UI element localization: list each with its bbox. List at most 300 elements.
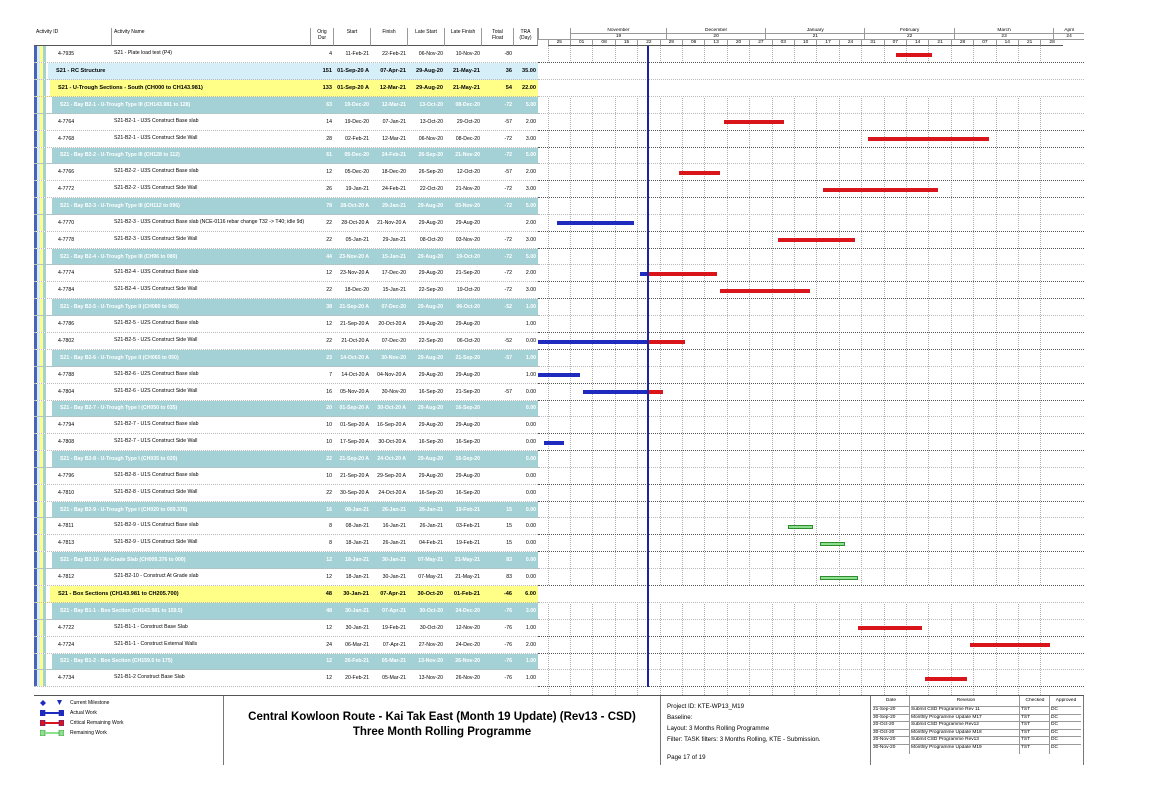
cell-lf: 29-Oct-20 [456,118,480,125]
week-header: 07 [973,40,995,46]
remain-bar[interactable] [820,576,858,580]
activity-row[interactable] [34,569,538,586]
cell-lf: 12-Oct-20 [456,169,480,176]
cell-lf: 16-Sep-20 [455,489,480,496]
critical-bar[interactable] [925,677,967,681]
critical-bar[interactable] [823,188,938,192]
cell-finish: 07-Dec-20 [381,338,406,344]
cell-dur: 23 [326,354,332,361]
cell-lf: 29-Aug-20 [455,321,480,327]
cell-finish: 20-Oct-20 A [378,321,406,327]
cell-lf: 21-Sep-20 [455,388,480,395]
cell-tra: 5.00 [525,101,536,108]
cell-start: 05-Nov-20 A [340,388,369,395]
cell-lf: 29-Aug-20 [455,219,480,226]
gantt-row [538,603,1084,620]
cell-ls: 26-Sep-20 [418,152,443,159]
activity-row[interactable] [34,468,538,485]
cell-tf: 54 [505,85,512,91]
cell-tf: -57 [504,388,512,395]
critical-legend-icon [40,720,64,726]
activity-row[interactable] [34,637,538,654]
cell-id: 4-7788 [58,371,75,378]
cell-id: 4-7722 [58,624,75,631]
cell-dur: 38 [326,304,332,311]
cell-ls: 29-Aug-20 [415,68,443,74]
week-header: 20 [727,40,749,46]
cell-name: S21-B2-8 - U1S Construct Base slab [114,471,199,478]
cell-name: S21-B2-7 - U1S Construct Base slab [114,421,199,428]
legend-item [40,700,109,706]
cell-start: 28-Oct-20 A [340,202,369,209]
wbs-band-row[interactable] [34,249,538,266]
cell-tra: 0.00 [525,540,536,547]
wbs-band-row[interactable] [34,80,538,97]
cell-start: 30-Sep-20 A [340,489,369,496]
cell-id: 4-7724 [58,641,75,648]
critical-bar[interactable] [647,340,685,344]
activity-row[interactable] [34,282,538,299]
critical-bar[interactable] [647,390,663,394]
activity-row[interactable] [34,131,538,148]
cell-lf: 03-Nov-20 [455,202,480,209]
month-header: April [1053,28,1084,34]
cell-lf: 19-Feb-21 [456,540,480,547]
project-id: Project ID: KTE-WP13_M19 [667,703,745,710]
critical-bar[interactable] [778,238,855,242]
wbs-indent-strip [34,485,52,501]
activity-row[interactable] [34,367,538,384]
activity-row[interactable] [34,417,538,434]
cell-lf: 21-Nov-20 [455,186,480,193]
milestone-legend-icon [40,700,64,706]
cell-ls: 27-Nov-20 [418,641,443,648]
cell-start: 19-Dec-20 [344,118,369,125]
actual-bar[interactable] [538,340,647,344]
baseline-label: Baseline: [667,714,693,721]
activity-row[interactable] [34,215,538,232]
gantt-row [538,434,1084,451]
gantt-row [538,299,1084,316]
cell-finish: 15-Jan-21 [382,253,406,260]
activity-row[interactable] [34,181,538,198]
cell-start: 18-Jan-21 [345,574,369,580]
cell-tf: -72 [504,202,512,209]
week-header: 10 [794,40,816,46]
cell-start: 17-Sep-20 A [340,439,369,446]
cell-tf: -76 [504,641,512,648]
cell-tf: 36 [505,68,512,74]
cell-tf [482,451,514,467]
activity-row[interactable] [34,670,538,687]
cell-dur: 8 [329,523,332,530]
activity-row[interactable] [34,316,538,333]
week-header: 15 [615,40,637,46]
cell-tra: 0.00 [525,455,536,462]
actual-bar[interactable] [583,390,647,394]
cell-tf: 83 [506,574,512,580]
cell-tf: -57 [504,118,512,125]
gantt-row [538,181,1084,198]
cell-name: S21-B2-3 - U3S Construct Side Wall [114,235,198,242]
cell-tf: -52 [504,304,512,311]
revision-column-divider [909,696,910,754]
cell-start: 08-Jan-21 [345,523,369,530]
wbs-band-row[interactable] [34,198,538,215]
wbs-band-row[interactable] [34,148,538,165]
cell-ls: 29-Aug-20 [417,455,443,462]
wbs-band-row[interactable] [34,451,538,468]
cell-name: S21 - Bay B2-9 - U-Trough Type I (CH020 to 009.376) [60,506,188,513]
actual-legend-icon [40,710,64,716]
cell-lf: 21-May-21 [452,68,480,74]
cell-tra: 0.00 [525,439,536,446]
activity-row[interactable] [34,535,538,552]
cell-tf: -72 [504,135,512,142]
wbs-band-row[interactable] [34,654,538,671]
wbs-band-row[interactable] [34,552,538,569]
critical-bar[interactable] [970,643,1050,647]
cell-start: 21-Sep-20 A [339,304,369,311]
gantt-row [538,131,1084,148]
critical-bar[interactable] [720,289,810,293]
cell-tf [482,215,514,231]
cell-ls: 16-Sep-20 [418,388,443,395]
activity-row[interactable] [34,384,538,401]
cell-name: S21 - Bay B2-4 - U-Trough Type III (CH96 to 080) [60,253,178,260]
cell-start: 01-Sep-20 A [339,405,369,412]
legend-label: Actual Work [70,710,97,716]
cell-tf [482,401,514,417]
remain-bar[interactable] [788,525,814,529]
wbs-indent-strip [34,586,50,602]
gantt-row [538,401,1084,418]
cell-name: S21-B2-8 - U1S Construct Side Wall [114,488,198,495]
cell-ls: 29-Aug-20 [418,472,443,479]
cell-name: S21-B2-2 - U3S Construct Side Wall [114,185,198,192]
gantt-row [538,164,1084,181]
month-number-header: 21 [765,34,864,40]
cell-dur: 4 [329,51,332,57]
month-number-header: 24 [1053,34,1084,40]
revision-cell: Monthly Programme Update M18 [911,729,1021,735]
activity-row[interactable] [34,46,538,63]
critical-bar[interactable] [868,137,990,141]
cell-finish: 12-Mar-21 [381,101,406,108]
cell-name: S21-B2-9 - U1S Construct Side Wall [114,539,198,546]
gantt-row [538,80,1084,97]
week-header: 14 [996,40,1018,46]
cell-dur: 12 [326,574,332,580]
cell-lf: 16-Sep-20 [455,439,480,446]
gantt-row [538,198,1084,215]
gantt-row [538,350,1084,367]
cell-dur: 133 [322,85,332,91]
critical-bar[interactable] [647,272,717,276]
revision-cell: 30-Nov-20 [873,744,909,750]
cell-name: S21 - Bay B2-6 - U-Trough Type II (CH065 to 050) [60,354,179,361]
cell-finish: 29-Jan-21 [382,236,406,243]
cell-name: S21-B2-5 - U2S Construct Base slab [114,320,199,327]
month-header: February [864,28,954,34]
col-header-orig-dur[interactable]: Orig Dur [311,28,334,46]
cell-tf [482,367,514,383]
wbs-indent-strip [34,350,52,366]
cell-id: 4-7768 [58,135,75,142]
cell-id: 4-7774 [58,270,75,277]
cell-tra: 0.00 [525,422,536,429]
gantt-row [538,417,1084,434]
col-header-total-float-line2: Float [491,35,504,41]
gantt-row [538,384,1084,401]
page-number: Page 17 of 19 [667,754,706,761]
wbs-band-row[interactable] [34,586,538,603]
legend-item [40,720,124,726]
month-number-header: 22 [864,34,954,40]
cell-tra: 1.00 [525,304,536,311]
cell-tf [482,316,514,332]
cell-tra: 3.00 [525,607,536,614]
cell-start: 01-Sep-20 A [337,68,369,74]
cell-finish: 30-Jan-21 [382,557,406,564]
wbs-band-row[interactable] [34,350,538,367]
actual-bar[interactable] [557,221,634,225]
gantt-row [538,282,1084,299]
wbs-indent-strip [34,131,52,147]
col-header-tra[interactable] [514,28,538,46]
cell-dur: 10 [326,422,332,429]
col-header-start[interactable]: Start [334,28,371,46]
cell-name: S21-B2-5 - U2S Construct Side Wall [114,337,198,344]
actual-bar[interactable] [538,373,580,377]
col-header-finish[interactable]: Finish [371,28,408,46]
activity-row[interactable] [34,232,538,249]
cell-ls: 29-Aug-20 [418,371,443,378]
cell-finish: 24-Feb-21 [382,186,406,193]
cell-lf: 21-May-21 [454,557,480,564]
critical-bar[interactable] [858,626,922,630]
cell-tra: 1.00 [525,354,536,361]
wbs-indent-strip [34,265,52,281]
wbs-indent-strip [34,80,50,96]
cell-finish: 24-Oct-20 A [378,489,406,496]
month-number-header: 20 [666,34,765,40]
cell-finish: 16-Jan-21 [382,523,406,530]
col-header-activity-name[interactable]: Activity Name [112,28,311,46]
gantt-row [538,46,1084,63]
cell-id: 4-7810 [58,489,75,496]
cell-finish: 07-Apr-21 [380,68,406,74]
cell-tf: -72 [504,270,512,277]
week-header: 28 [1040,40,1062,46]
revision-cell: DC [1051,706,1081,712]
cell-start: 20-Feb-21 [344,658,369,665]
month-header: November [570,28,666,34]
cell-tra: 2.00 [525,169,536,176]
activity-row[interactable] [34,485,538,502]
legend-item [40,730,107,736]
cell-tra: 0.00 [525,489,536,496]
report-subtitle: Three Month Rolling Programme [352,726,532,738]
col-header-total-float[interactable] [482,28,514,46]
wbs-indent-strip [34,198,52,214]
cell-start: 23-Nov-20 A [340,270,369,277]
wbs-band-row[interactable] [34,97,538,114]
cell-lf: 16-Sep-20 [455,455,480,462]
cell-tf: -57 [504,169,512,176]
critical-bar[interactable] [724,120,785,124]
cell-name: S21-B2-10 - Construct At Grade slab [114,573,199,580]
revision-cell: 21-Sep-20 [873,706,909,712]
cell-finish: 07-Dec-20 [381,304,406,311]
cell-tra: 5.00 [525,152,536,159]
cell-start: 11-Feb-21 [345,51,369,57]
wbs-indent-strip [34,316,52,332]
cell-finish: 24-Oct-20 A [377,455,406,462]
remain-bar[interactable] [820,542,846,546]
cell-dur: 22 [326,236,332,243]
cell-tf: -76 [504,675,512,682]
revision-cell: Submit CSD Programme Rev13 [911,736,1021,742]
critical-bar[interactable] [679,171,721,175]
gantt-row [538,502,1084,519]
cell-finish: 18-Dec-20 [381,169,406,176]
cell-ls: 29-Aug-20 [415,85,443,91]
cell-name: S21 - Bay B1-2 - Box Section (CH159.5 to 175) [60,658,173,665]
cell-name: S21-B2-7 - U1S Construct Side Wall [114,438,198,445]
cell-tf: -72 [504,186,512,193]
cell-tra: 1.00 [525,675,536,682]
cell-ls: 13-Nov-20 [418,675,443,682]
wbs-band-row[interactable] [34,502,538,519]
activity-row[interactable] [34,518,538,535]
gantt-row [538,485,1084,502]
cell-start: 05-Jan-21 [345,236,369,243]
month-header: January [765,28,864,34]
cell-ls: 22-Sep-20 [418,287,443,294]
legend-label: Current Milestone [70,700,110,706]
gantt-row [538,670,1084,687]
activity-row[interactable] [34,333,538,350]
revision-cell: Monthly Programme Update M19 [911,744,1021,750]
cell-tf [482,417,514,433]
col-header-late-start[interactable]: Late Start [408,28,445,46]
cell-finish: 12-Mar-21 [382,135,406,142]
cell-lf: 26-Nov-20 [455,675,480,682]
legend [34,696,224,765]
wbs-indent-strip [34,367,52,383]
wbs-band-row[interactable] [34,401,538,418]
cell-ls: 29-Aug-20 [417,405,443,412]
gantt-row [538,148,1084,165]
revision-header: Checked [1025,698,1045,703]
cell-start: 19-Dec-20 [344,101,369,108]
cell-dur: 22 [326,287,332,294]
revision-table [871,696,1084,765]
cell-name: S21 - U-Trough Sections - South (CH000 to CH143.981) [58,85,203,91]
cell-id: 4-7784 [58,287,75,294]
cell-start: 30-Jan-21 [345,607,369,614]
month-number-header: 19 [570,34,666,40]
actual-bar[interactable] [544,441,563,445]
cell-start: 30-Jan-21 [345,624,369,631]
cell-id: 4-7808 [58,439,75,446]
wbs-band-row[interactable] [34,603,538,620]
cell-name: S21 - Bay B2-5 - U-Trough Type II (CH080 to 065) [60,304,179,311]
cell-lf: 06-Oct-20 [456,338,480,344]
cell-dur: 20 [326,405,332,412]
cell-lf: 06-Oct-20 [456,304,480,311]
cell-finish: 30-Oct-20 A [378,439,406,446]
cell-dur: 12 [326,169,332,176]
critical-bar[interactable] [896,53,931,57]
week-header: 24 [839,40,861,46]
wbs-indent-strip [34,552,52,568]
gantt-row [538,654,1084,671]
activity-row[interactable] [34,620,538,637]
gantt-row [538,535,1084,552]
cell-start: 02-Feb-21 [345,135,369,142]
cell-tra: 1.00 [525,371,536,378]
data-date-line [647,46,649,687]
wbs-band-row[interactable] [34,63,538,80]
activity-row[interactable] [34,265,538,282]
cell-tra: 3.00 [525,287,536,294]
activity-row[interactable] [34,164,538,181]
activity-row[interactable] [34,114,538,131]
cell-tf: -72 [504,287,512,294]
report-title: Central Kowloon Route - Kai Tak East (Month 19 Update) (Rev13 - CSD) [248,711,636,723]
cell-ls: 22-Sep-20 [418,338,443,344]
col-header-activity-id[interactable]: Activity ID [34,28,112,46]
cell-tra: 0.00 [525,523,536,530]
cell-name: S21-B2-4 - U3S Construct Base slab [114,269,199,276]
cell-start: 14-Oct-20 A [341,371,369,378]
cell-id: 4-7734 [58,675,75,682]
revision-cell: DC [1051,721,1081,727]
activity-row[interactable] [34,434,538,451]
wbs-indent-strip [34,181,52,197]
cell-ls: 13-Oct-20 [419,101,443,108]
revision-header: Revision [956,698,976,703]
cell-dur: 28 [326,135,332,142]
revision-cell: DC [1051,736,1081,742]
cell-start: 21-Sep-20 A [339,455,369,462]
cell-name: S21-B2-1 - U3S Construct Base slab [114,117,199,124]
layout-label: Layout: 3 Months Rolling Programme [667,725,770,732]
cell-dur: 14 [326,118,332,125]
cell-tf: 15 [506,523,512,530]
cell-name: S21-B1-1 - Construct External Walls [114,640,198,647]
cell-tra: 0.00 [525,388,536,395]
cell-finish: 04-Nov-20 A [377,371,406,378]
wbs-indent-strip [34,97,52,113]
wbs-indent-strip [34,46,52,62]
col-header-late-finish[interactable]: Late Finish [445,28,482,46]
wbs-indent-strip [34,603,52,619]
week-header: 13 [704,40,726,46]
cell-name: S21-B2-3 - U3S Construct Base slab (NCE-0116 rebar change T32 -> T40; idle 9d) [114,218,305,225]
cell-dur: 26 [326,186,332,193]
cell-lf: 21-May-21 [452,85,480,91]
cell-tf: 15 [506,540,512,547]
cell-ls: 16-Sep-20 [418,489,443,496]
cell-start: 30-Jan-21 [343,591,369,597]
cell-ls: 29-Aug-20 [418,270,443,277]
cell-ls: 07-May-21 [417,557,443,564]
week-header: 03 [772,40,794,46]
wbs-band-row[interactable] [34,299,538,316]
